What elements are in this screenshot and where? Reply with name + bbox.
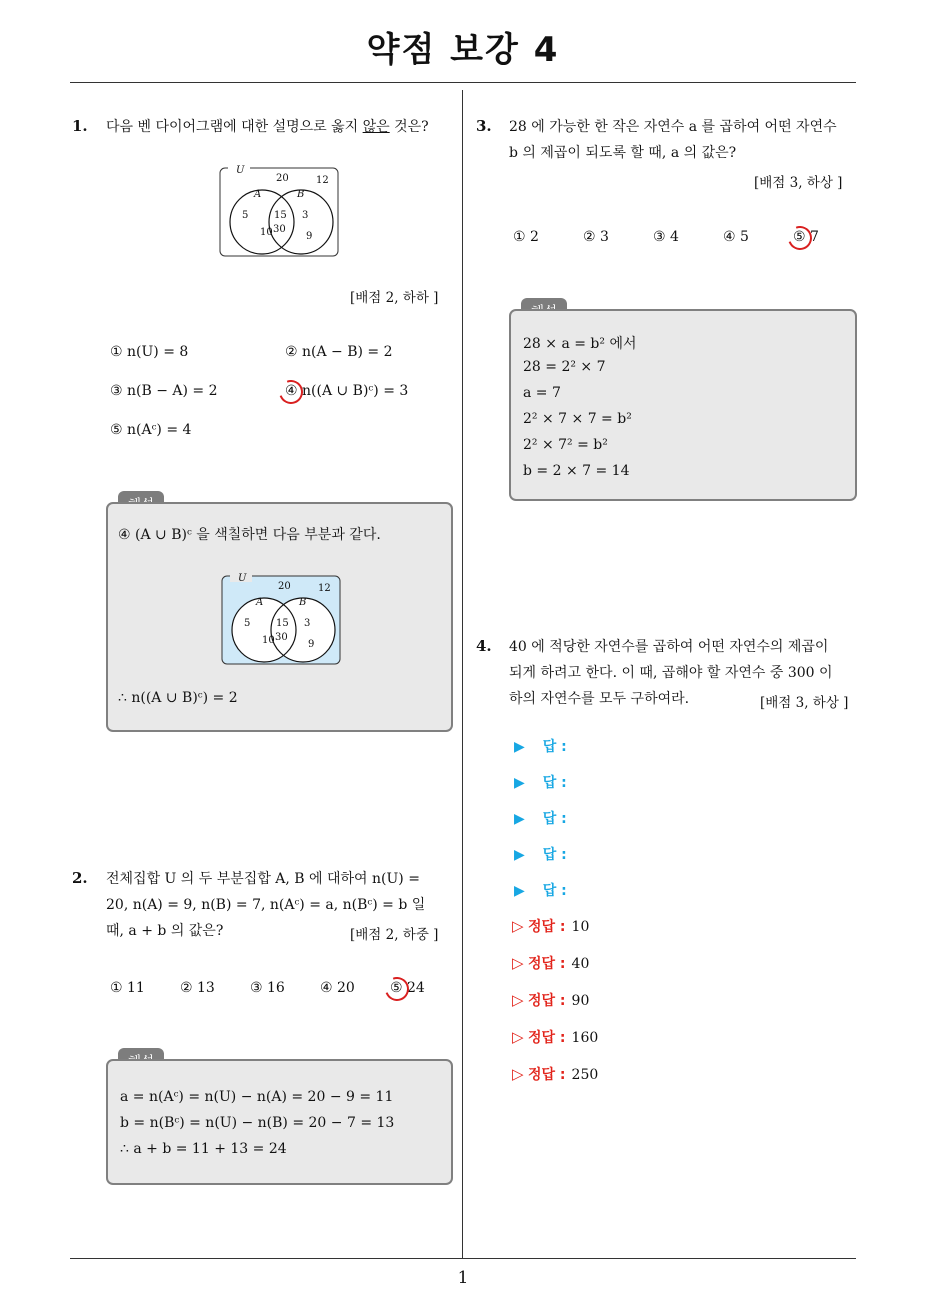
q2-solution-line2: b = n(Bᶜ) = n(U) − n(B) = 20 − 7 = 13 [120,1115,395,1131]
q1-venn-diagram [218,162,340,258]
q2-solution-line3: ∴ a + b = 11 + 13 = 24 [120,1141,287,1157]
q3-meta: [배점 3, 하상 ] [754,175,843,191]
q1-answer-mark [275,376,307,408]
q4-correct-label: 정답 : [528,919,566,935]
page-title: 약점 보강 4 [366,30,560,70]
correct-marker-icon: ▷ [512,1065,524,1083]
q1-meta: [배점 2, 하하 ] [350,290,439,306]
q1-choice-2[interactable]: ② n(A − B) = 2 [285,344,393,360]
q4-correct-label: 정답 : [528,1067,566,1083]
q4-correct-label: 정답 : [528,1030,566,1046]
q4-text-line2: 되게 하려고 한다. 이 때, 곱해야 할 자연수 중 300 이 [509,665,833,681]
q4-meta: [배점 3, 하상 ] [760,695,849,711]
q4-correct-label: 정답 : [528,956,566,972]
q2-choice-2[interactable]: ② 13 [180,980,215,996]
answer-marker-icon: ▶ [514,847,525,863]
q3-solution-box [509,309,857,501]
q1-venn-n5: 5 [242,210,249,221]
q3-solution-line2: 28 = 2² × 7 [523,359,606,375]
q1-solution-line2: ∴ n((A ∪ B)ᶜ) = 2 [118,690,238,706]
q1-sol-venn-n5: 5 [244,618,251,629]
q4-correct-row-2 [512,953,589,973]
footer-divider [70,1258,856,1259]
header-divider [70,82,856,83]
q4-correct-value-4: 160 [571,1030,599,1046]
q4-correct-label: 정답 : [528,993,566,1009]
q4-correct-row-4 [512,1027,598,1047]
q1-venn-n12: 12 [316,175,329,186]
answer-marker-icon: ▶ [514,811,525,827]
q1-sol-venn-n3: 3 [304,618,311,629]
q2-solution-line1: a = n(Aᶜ) = n(U) − n(A) = 20 − 9 = 11 [120,1089,394,1105]
q1-text-post: 것은? [389,119,429,135]
q4-answer-label: 답 : [542,847,567,863]
q4-correct-value-2: 40 [571,956,590,972]
q4-answer-label: 답 : [542,775,567,791]
q4-answer-label: 답 : [542,811,567,827]
q2-choice-3[interactable]: ③ 16 [250,980,285,996]
q4-text-line3: 하의 자연수를 모두 구하여라. [509,691,690,707]
q1-venn-label-u: U [236,165,245,176]
q1-sol-venn-label-a: A [256,597,264,608]
q4-answer-row-4[interactable] [514,844,567,864]
q3-text-line2: b 의 제곱이 되도록 할 때, a 의 값은? [509,145,737,161]
q1-sol-venn-n10: 10 [262,635,275,646]
q1-solution-box [106,502,453,732]
q4-answer-row-5[interactable] [514,880,567,900]
q3-solution-line1: 28 × a = b² 에서 [523,336,637,352]
q1-text-underlined: 않은 [362,119,390,135]
q1-sol-venn-n12: 12 [318,583,331,594]
q1-sol-venn-n30: 30 [275,632,288,643]
q4-text-line1: 40 에 적당한 자연수를 곱하여 어떤 자연수의 제곱이 [509,639,829,655]
q1-sol-venn-label-b: B [299,597,307,608]
correct-marker-icon: ▷ [512,991,524,1009]
q4-answer-label: 답 : [542,739,567,755]
q1-choice-4[interactable]: ④ n((A ∪ B)ᶜ) = 3 [285,383,409,399]
q3-choice-5[interactable]: ⑤ 7 [793,229,819,245]
q4-number: 4. [476,637,492,655]
q4-answer-row-3[interactable] [514,808,567,828]
q1-solution-venn-diagram [220,570,342,666]
q4-answer-label: 답 : [542,883,567,899]
q4-answer-row-1[interactable] [514,736,567,756]
q2-text-line3: 때, a + b 의 값은? [106,923,224,939]
q1-solution-line1: ④ (A ∪ B)ᶜ 을 색칠하면 다음 부분과 같다. [118,527,381,543]
q4-correct-value-3: 90 [571,993,590,1009]
correct-marker-icon: ▷ [512,917,524,935]
q3-number: 3. [476,117,492,135]
answer-marker-icon: ▶ [514,775,525,791]
q1-number: 1. [72,117,88,135]
q1-choice-1[interactable]: ① n(U) = 8 [110,344,189,360]
q3-choice-4[interactable]: ④ 5 [723,229,749,245]
q1-choice-3[interactable]: ③ n(B − A) = 2 [110,383,218,399]
q4-correct-row-3 [512,990,589,1010]
q4-correct-row-5 [512,1064,598,1084]
answer-marker-icon: ▶ [514,739,525,755]
q3-solution-line4: 2² × 7 × 7 = b² [523,411,632,427]
q1-text [106,114,429,140]
q2-meta: [배점 2, 하중 ] [350,927,439,943]
q3-choice-1[interactable]: ① 2 [513,229,539,245]
q2-answer-mark [381,973,413,1005]
q4-correct-value-5: 250 [571,1067,599,1083]
q2-choice-1[interactable]: ① 11 [110,980,145,996]
q1-venn-n10: 10 [260,227,273,238]
q3-solution-line6: b = 2 × 7 = 14 [523,463,630,479]
q3-choice-3[interactable]: ③ 4 [653,229,679,245]
q3-text-line1: 28 에 가능한 한 작은 자연수 a 를 곱하여 어떤 자연수 [509,119,837,135]
q1-text-pre: 다음 벤 다이어그램에 대한 설명으로 옳지 [106,119,363,135]
q2-choice-5[interactable]: ⑤ 24 [390,980,425,996]
q3-solution-line3: a = 7 [523,385,561,401]
q4-answer-row-2[interactable] [514,772,567,792]
correct-marker-icon: ▷ [512,1028,524,1046]
q3-choice-2[interactable]: ② 3 [583,229,609,245]
column-divider [462,90,463,1258]
q1-venn-n20: 20 [276,173,289,184]
q1-sol-venn-n9: 9 [308,639,315,650]
q3-answer-mark [784,222,816,254]
page-number: 1 [457,1268,469,1288]
q1-sol-venn-label-u: U [238,573,247,584]
q4-correct-value-1: 10 [571,919,590,935]
q2-text-line2: 20, n(A) = 9, n(B) = 7, n(Aᶜ) = a, n(Bᶜ) = b 일 [106,897,426,913]
answer-marker-icon: ▶ [514,883,525,899]
q3-solution-line5: 2² × 7² = b² [523,437,608,453]
q1-venn-label-a: A [254,189,262,200]
q4-correct-row-1 [512,916,589,936]
q2-solution-box [106,1059,453,1185]
q1-choice-5[interactable]: ⑤ n(Aᶜ) = 4 [110,422,192,438]
q1-sol-venn-n15: 15 [276,618,289,629]
q1-venn-n15: 15 [274,210,287,221]
q1-venn-n9: 9 [306,231,313,242]
q2-text-line1: 전체집합 U 의 두 부분집합 A, B 에 대하여 n(U) = [106,871,420,887]
q2-choice-4[interactable]: ④ 20 [320,980,355,996]
q1-venn-label-b: B [297,189,305,200]
q2-number: 2. [72,869,88,887]
q1-venn-n30: 30 [273,224,286,235]
q1-sol-venn-n20: 20 [278,581,291,592]
q1-venn-n3: 3 [302,210,309,221]
correct-marker-icon: ▷ [512,954,524,972]
